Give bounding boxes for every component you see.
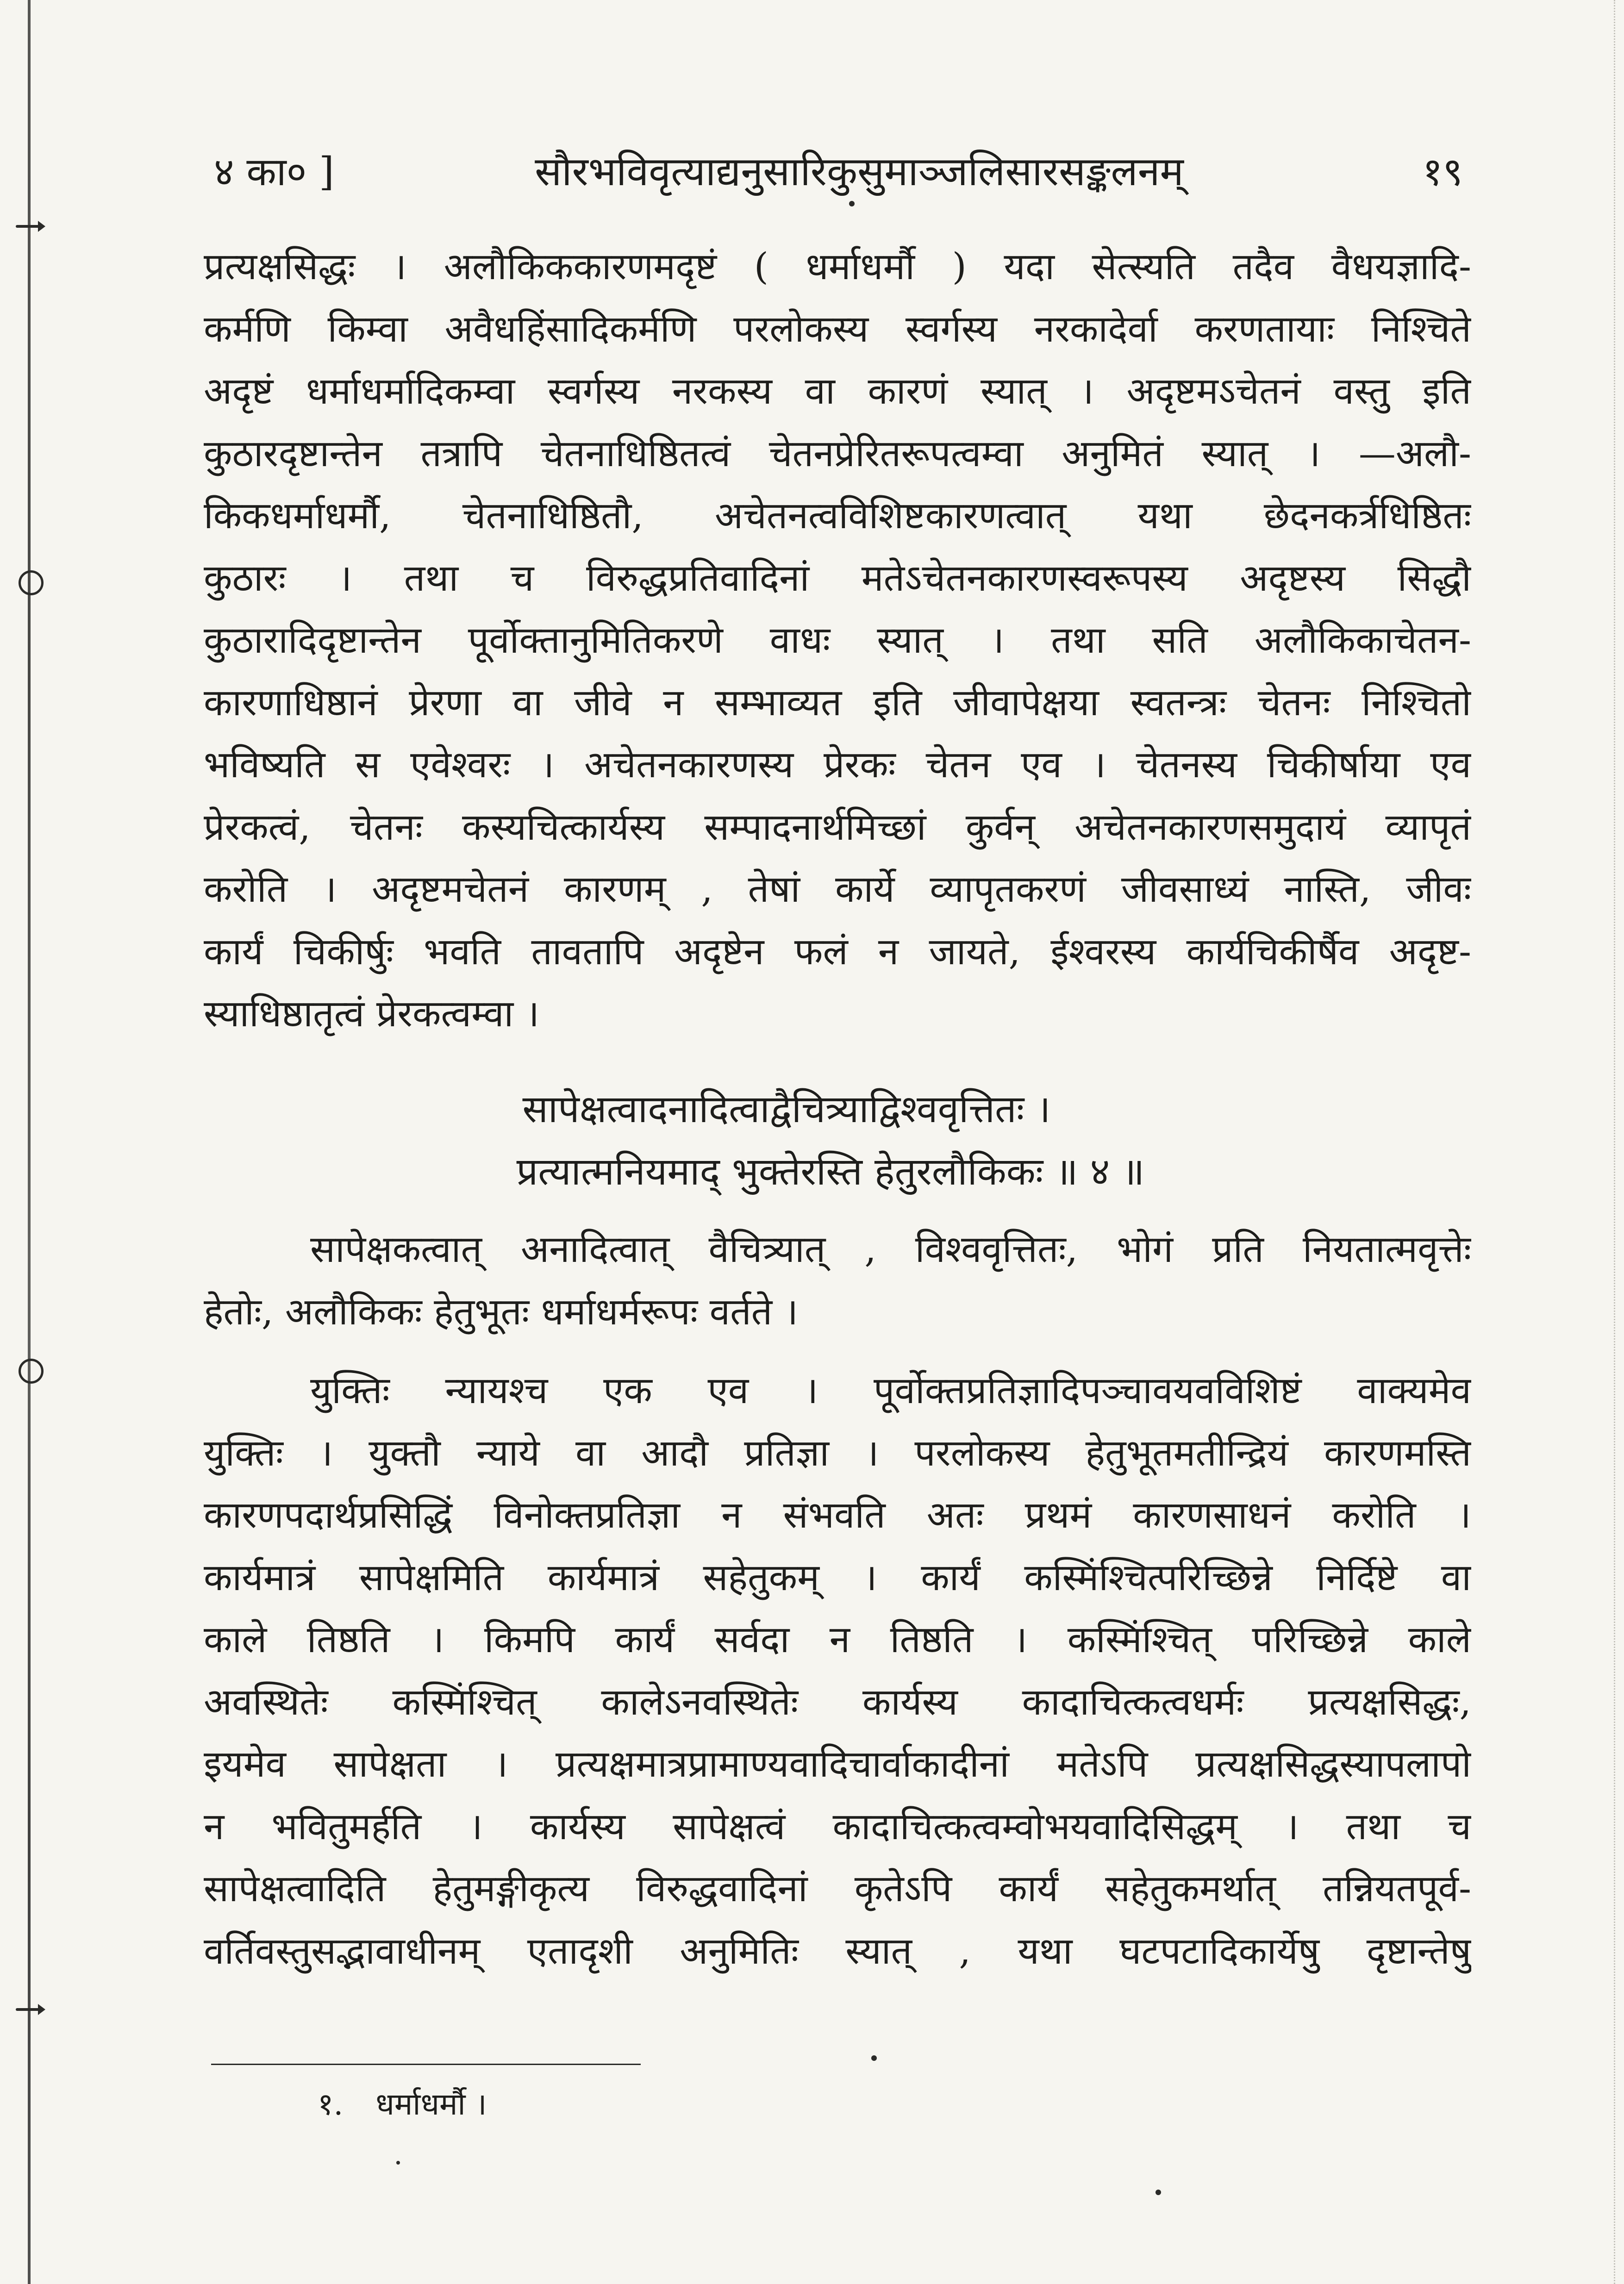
text-line: प्रत्यक्षसिद्धः । अलौकिककारणमदृष्टं ( धर्माधर्मौ ) यदा सेत्स्यति तदैव वैधयज्ञादि- (204, 245, 1471, 288)
footnote-marker: १. (318, 2086, 344, 2122)
footnote (318, 2083, 966, 2126)
binding-edge (28, 0, 31, 2284)
text-line: भविष्यति स एवेश्वरः । अचेतनकारणस्य प्रेरकः चेतन एव । चेतनस्य चिकीर्षाया एव (204, 743, 1471, 786)
text-line: कारणपदार्थप्रसिद्धिं विनोक्तप्रतिज्ञा न संभवति अतः प्रथमं कारणसाधनं करोति । (204, 1493, 1471, 1536)
text-line: कार्यमात्रं सापेक्षमिति कार्यमात्रं सहेतुकम् । कार्यं कस्मिंश्चित्परिच्छिन्ने निर्दिष्टे वा (204, 1555, 1471, 1599)
footnote-rule (211, 2064, 641, 2065)
text-line: न भवितुमर्हति । कार्यस्य सापेक्षत्वं कादाचित्कत्वम्वोभयवादिसिद्धम् । तथा च (204, 1804, 1471, 1848)
page-edge (1614, 0, 1615, 2284)
text-line: कुठारः । तथा च विरुद्धप्रतिवादिनां मतेऽचेतनकारणस्वरूपस्य अदृष्टस्य सिद्धौ (204, 556, 1471, 599)
text-line: कुठारादिदृष्टान्तेन पूर्वोक्तानुमितिकरणे वाधः स्यात् । तथा सति अलौकिकाचेतन- (204, 618, 1471, 661)
text-line: किकधर्माधर्मौ, चेतनाधिष्ठितौ, अचेतनत्वविशिष्टकारणत्वात् यथा छेदनकर्त्रधिष्ठितः (204, 494, 1471, 537)
ink-speck (1156, 2190, 1161, 2195)
section-reference: ४ का० ] (214, 149, 334, 194)
text-line: प्रेरकत्वं, चेतनः कस्यचित्कार्यस्य सम्पादनार्थमिच्छां कुर्वन् अचेतनकारणसमुदायं व्यापृतं (204, 805, 1471, 849)
text-line: हेतोः, अलौकिकः हेतुभूतः धर्माधर्मरूपः वर्तते । (204, 1290, 799, 1333)
paragraph-2 (204, 1218, 1471, 1343)
verse-line: प्रत्यात्मनियमाद् भुक्तेरस्ति हेतुरलौकिकः ॥ ४ ॥ (516, 1149, 1145, 1194)
text-line: स्याधिष्ठातृत्वं प्रेरकत्वम्वा । (204, 992, 540, 1035)
binding-mark (16, 2008, 44, 2011)
binding-mark (16, 225, 44, 228)
footnote-text: धर्माधर्मौ । (375, 2086, 487, 2122)
text-line: करोति । अदृष्टमचेतनं कारणम् , तेषां कार्ये व्यापृतकरणं जीवसाध्यं नास्ति, जीवः (204, 867, 1471, 911)
text-line: इयमेव सापेक्षता । प्रत्यक्षमात्रप्रामाण्यवादिचार्वाकादीनां मतेऽपि प्रत्यक्षसिद्धस्यापलापो (204, 1742, 1471, 1785)
text-line: युक्तिः । युक्तौ न्याये वा आदौ प्रतिज्ञा । परलोकस्य हेतुभूतमतीन्द्रियं कारणमस्ति (204, 1431, 1471, 1474)
page-number: १९ (1422, 149, 1463, 194)
text-line: कर्मणि किम्वा अवैधहिंसादिकर्मणि परलोकस्य स्वर्गस्य नरकादेर्वा करणतायाः निश्चिते (204, 307, 1471, 350)
text-line: वर्तिवस्तुसद्भावाधीनम् एतादृशी अनुमितिः स्यात् , यथा घटपटादिकार्येषु दृष्टान्तेषु (204, 1929, 1471, 1972)
text-line: कुठारदृष्टान्तेन तत्रापि चेतनाधिष्ठितत्वं चेतनप्रेरितरूपत्वम्वा अनुमितं स्यात् । —अलौ- (204, 431, 1471, 475)
paragraph-3 (204, 1360, 1471, 1982)
binding-mark (19, 570, 44, 595)
binding-mark (19, 1359, 44, 1384)
text-line: अवस्थितेः कस्मिंश्चित् कालेऽनवस्थितेः कार्यस्य कादाचित्कत्वधर्मः प्रत्यक्षसिद्धः, (204, 1680, 1471, 1723)
paragraph-1 (204, 236, 1471, 1045)
ink-speck (396, 2161, 400, 2165)
running-title: सौरभविवृत्याद्यनुसारिकुसुमाञ्जलिसारसङ्कलनम् (535, 149, 1184, 195)
text-line: युक्तिः न्यायश्च एक एव । पूर्वोक्तप्रतिज्ञादिपञ्चावयवविशिष्टं वाक्यमेव (310, 1369, 1471, 1412)
verse-line: सापेक्षत्वादनादित्वाद्वैचित्र्याद्विश्ववृत्तितः । (522, 1087, 1051, 1131)
text-line: काले तिष्ठति । किमपि कार्यं सर्वदा न तिष्ठति । कस्मिंश्चित् परिच्छिन्ने काले (204, 1618, 1471, 1661)
text-line: कारणाधिष्ठानं प्रेरणा वा जीवे न सम्भाव्यत इति जीवापेक्षया स्वतन्त्रः चेतनः निश्चितो (204, 680, 1471, 724)
running-header (0, 144, 1624, 200)
text-line: सापेक्षत्वादिति हेतुमङ्गीकृत्य विरुद्धवादिनां कृतेऽपि कार्यं सहेतुकमर्थात् तन्नियतपूर्व- (204, 1867, 1471, 1910)
verse-block (204, 1079, 1471, 1203)
text-line: अदृष्टं धर्माधर्मादिकम्वा स्वर्गस्य नरकस्य वा कारणं स्यात् । अदृष्टमऽचेतनं वस्तु इति (204, 369, 1471, 412)
text-line: सापेक्षकत्वात् अनादित्वात् वैचित्र्यात् , विश्ववृत्तितः, भोगं प्रति नियतात्मवृत्तेः (310, 1228, 1471, 1271)
ink-speck (871, 2055, 877, 2061)
ink-speck (849, 201, 855, 206)
text-line: कार्यं चिकीर्षुः भवति तावतापि अदृष्टेन फलं न जायते, ईश्वरस्य कार्यचिकीर्षैव अदृष्ट- (204, 930, 1471, 973)
